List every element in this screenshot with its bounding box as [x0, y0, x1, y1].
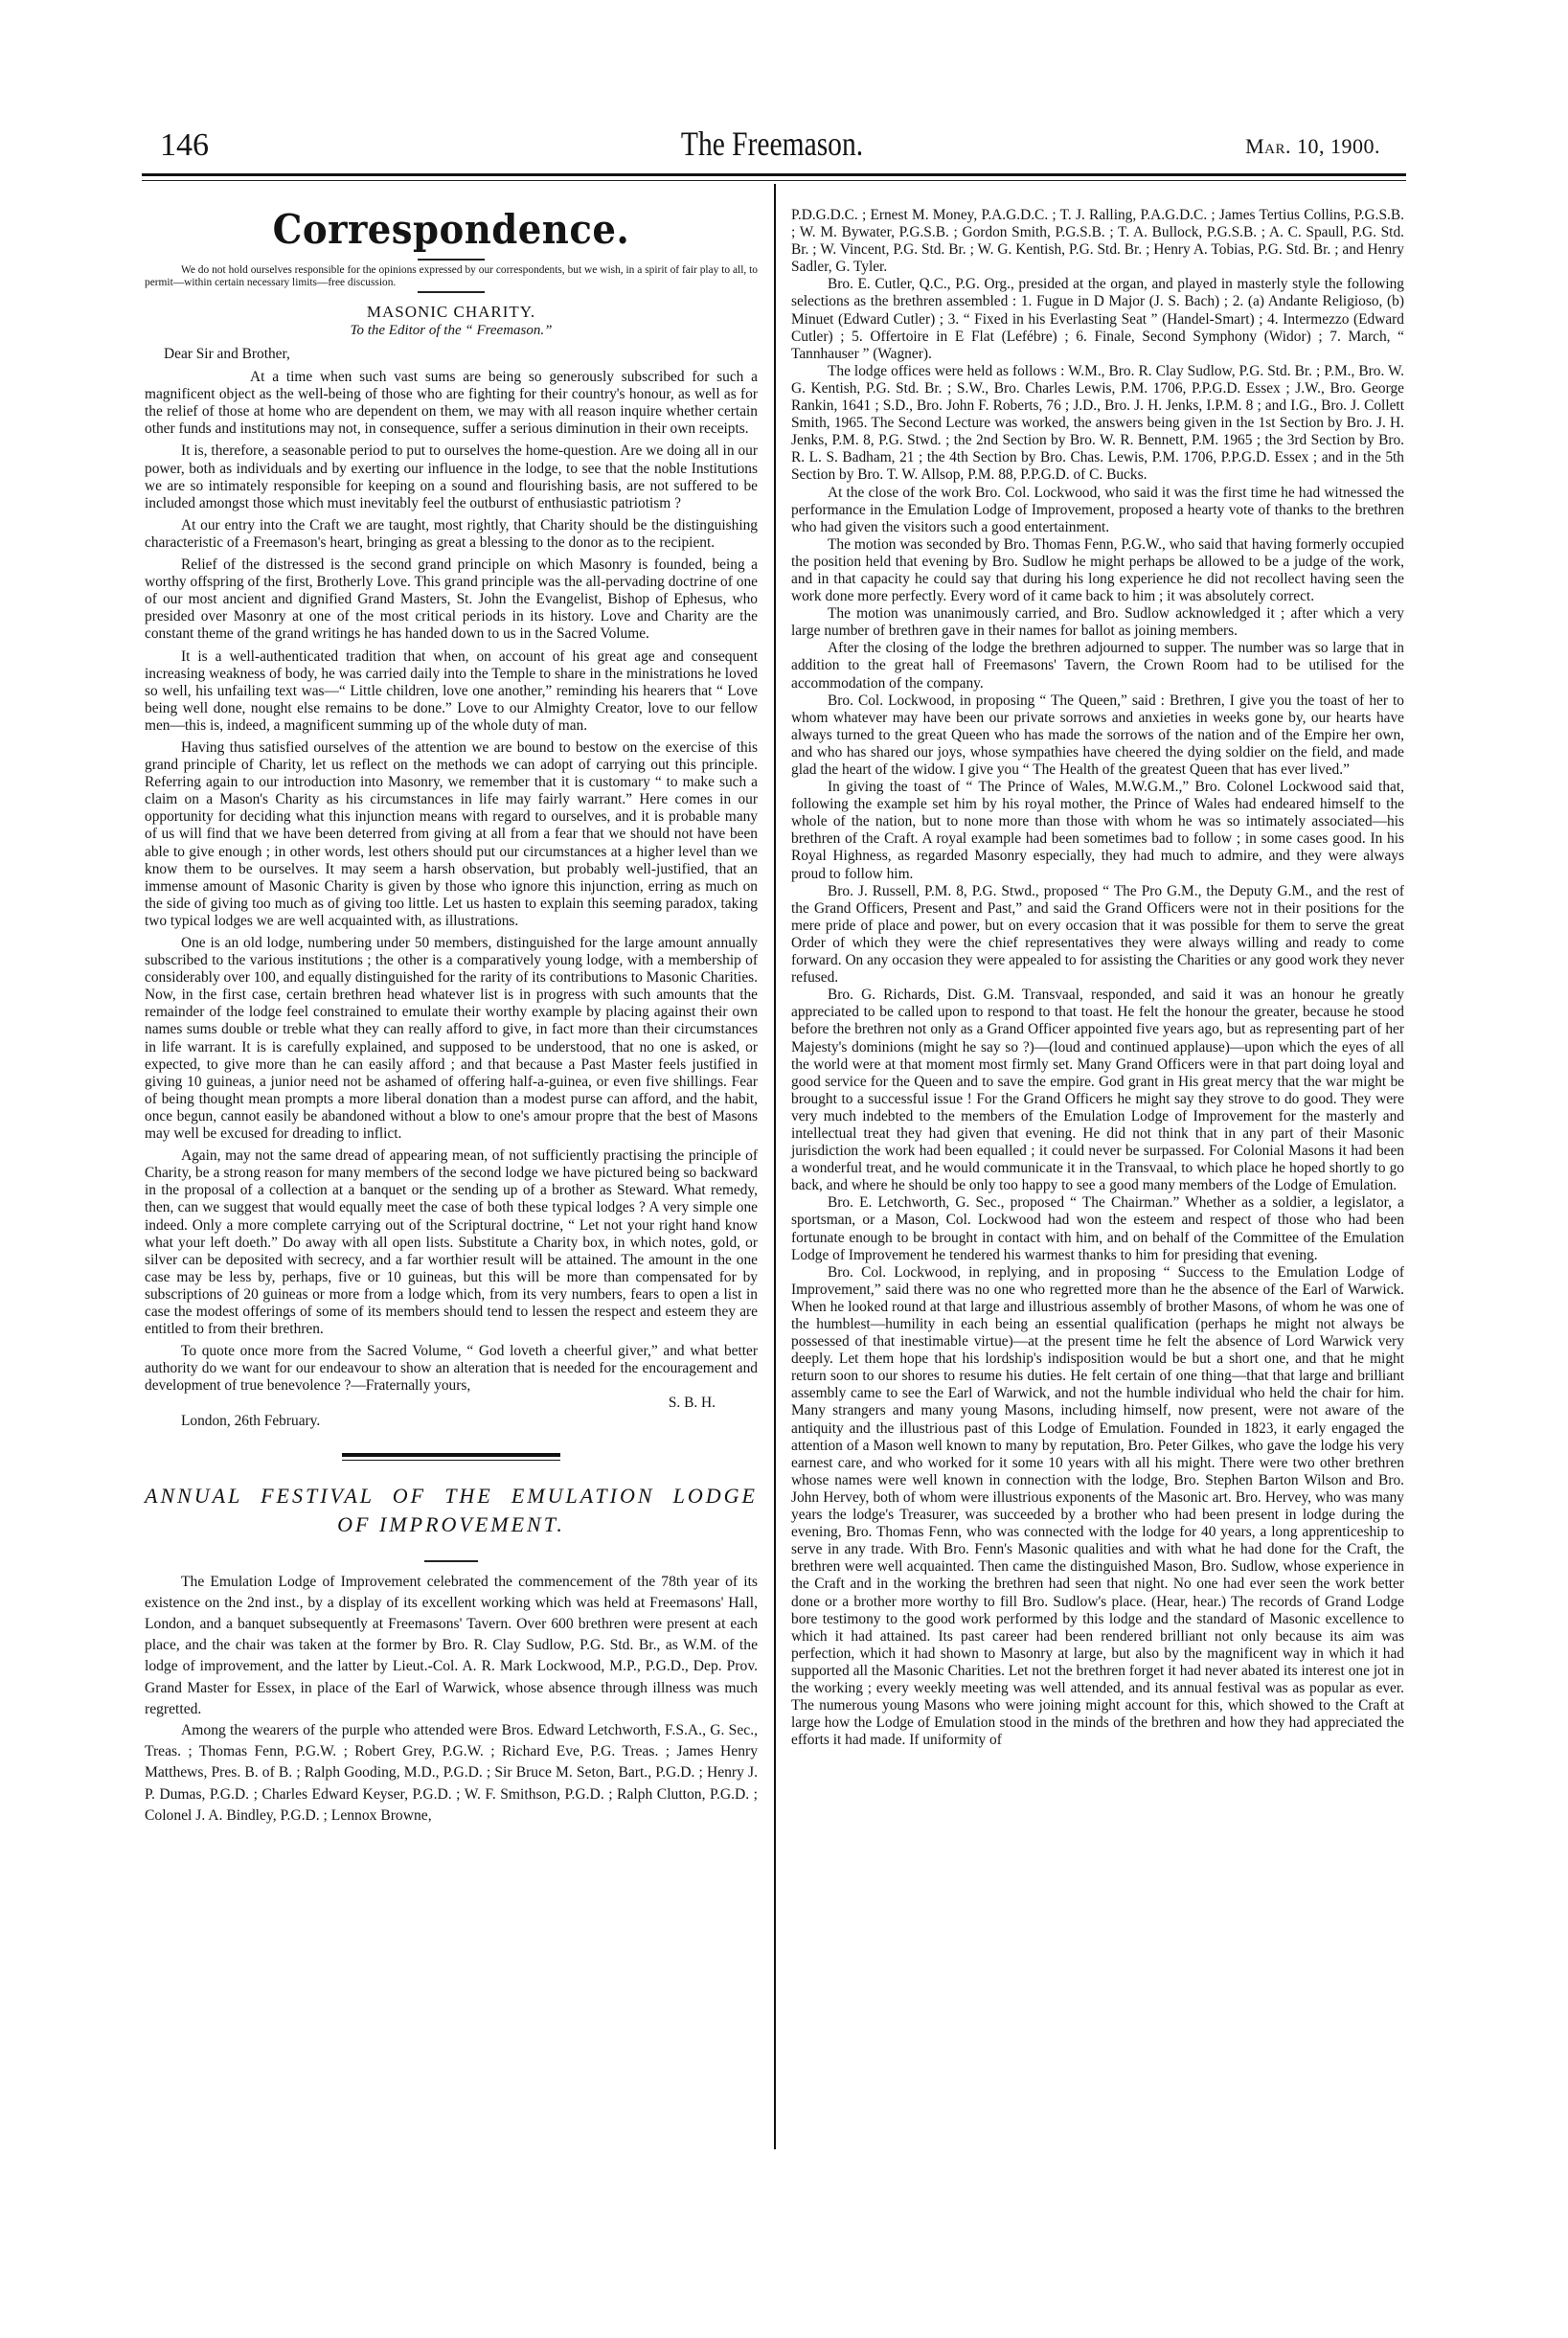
letter-paragraph: Having thus satisfied ourselves of the attention we are bound to bestow on the exercise of this grand principle of Charity, let us reflect on the methods we can adopt of carrying out this principle. Referring again to our introduction into Masonry, we remember that it is customary “ to make such a claim on a Mason's Charity as his circumstances in life may fairly warrant.” Here comes in our opportunity for deciding what this injunction means with regard to ourselves, and it is probable many of us will find that we have been deterred from giving at all from a fear that we should not have been able to give enough ; in other words, lest others should put our circumstances at a higher level than we know them to be ourselves. It may seem a harsh observation, but probably well-justified, that an immense amount of Masonic Charity is given by those who ignore this injunction, erring as much on the side of giving too much as of giving too little. Let us hasten to explain this seeming paradox, taking two typical lodges we are well acquainted with, as illustrations. [145, 738, 758, 929]
paper-title: The Freemason. [680, 125, 864, 163]
festival-paragraph: At the close of the work Bro. Col. Lockwood, who said it was the first time he had witnessed the performance in the Emulation Lodge of Improvement, proposed a hearty vote of thanks to the brethren who had given the visitors such a good entertainment. [791, 484, 1404, 535]
letter-title: MASONIC CHARITY. [366, 303, 536, 321]
festival-paragraph: The lodge offices were held as follows : W.M., Bro. R. Clay Sudlow, P.G. Std. Br. ; P.M., Bro. W. G. Kentish, P.G. Std. Br. ; S.W., Bro. Charles Lewis, P.M. 1706, P.P.G.D. Essex ; J.W., Bro. George Rankin, 1641 ; S.D., Bro. John F. Roberts, 76 ; J.D., Bro. J. H. Jenks, I.P.M. 8 ; and I.G., Bro. J. Collett Smith, 1965. The Second Lecture was worked, the answers being given in the 1st Section by Bro. J. H. Jenks, P.M. 8, P.G. Stwd. ; the 2nd Section by Bro. W. R. Bennett, P.M. 1965 ; the 3rd Section by Bro. R. L. S. Badham, 21 ; the 4th Section by Bro. Chas. Lewis, P.M. 1706, P.P.G.D. Essex ; and in the 5th Section by Bro. T. W. Allsop, P.M. 88, P.P.G.D. of C. Bucks. [791, 362, 1404, 484]
masthead-rule-thin [142, 180, 1406, 181]
festival-paragraph: The Emulation Lodge of Improvement celebrated the commencement of the 78th year of its existence on the 2nd inst., by a display of its excellent working which was held at Freemasons' Hall, London, and a banquet subsequently at Freemasons' Tavern. Over 600 brethren were present at each place, and the chair was taken at the former by Bro. R. Clay Sudlow, P.G. Std. Br., as W.M. of the lodge of improvement, and the latter by Lieut.-Col. A. R. Mark Lockwood, M.P., P.G.D., Dep. Prov. Grand Master for Essex, in place of the Earl of Warwick, whose absence through illness was much regretted. [145, 1573, 758, 1717]
festival-paragraph: Bro. E. Letchworth, G. Sec., proposed “ The Chairman.” Whether as a soldier, a legislator, a sportsman, or a Mason, Col. Lockwood had won the esteem and respect of those who had been fortunate enough to be brought in contact with him, and on behalf of the Committee of the Emulation Lodge of Improvement he tendered his warmest thanks to him for presiding that evening. [791, 1194, 1404, 1263]
letter-salutation: Dear Sir and Brother, [164, 346, 290, 362]
section-rule [418, 291, 485, 293]
letter-paragraph: Again, may not the same dread of appearing mean, of not sufficiently practising the principle of Charity, be a strong reason for many members of the second lodge we have pictured being so backward in the proposal of a collection at a banquet or the sending up of a brother as Steward. What remedy, then, can we suggest that would equally meet the case of both these typical lodges ? A very simple one indeed. Only a more complete carrying out of the Scriptural doctrine, “ Let not your right hand know what your left doeth.” Do away with all open lists. Substitute a Charity box, in which notes, gold, or silver can be deposited with secrecy, and a far worthier result will be attained. The amount in the one case may be less by, perhaps, five or 10 guineas, but this will be more than compensated for by subscriptions of 20 guineas or more from a lodge which, from its very numbers, fears to open a list in case the modest offerings of some of its members should tend to lessen the respect and esteem they are entitled to from their brethren. [145, 1147, 758, 1338]
letter-paragraph: It is, therefore, a seasonable period to put to ourselves the home-question. Are we doing all in our power, both as individuals and by exerting our influence in the lodge, to see that the noble Institutions we are so intimately responsible for keeping on a sound and flourishing basis, are not suffered to be included amongst those which must inevitably feel the outburst of enthusiastic patriotism ? [145, 443, 758, 511]
festival-title-line1: ANNUAL FESTIVAL OF THE EMULATION LODGE [145, 1483, 758, 1508]
festival-paragraph: In giving the toast of “ The Prince of Wales, M.W.G.M.,” Bro. Colonel Lockwood said that, following the example set him by his royal mother, the Prince of Wales had endeared himself to the whole of the nation, but to none more than those with whom he was so intimately associated—his brethren of the Craft. A royal example had been sometimes bad to follow ; in some cases good. In his Royal Highness, as regarded Masonry especially, they had much to admire, and they were always proud to follow him. [791, 779, 1404, 882]
festival-paragraph: Bro. J. Russell, P.M. 8, P.G. Stwd., proposed “ The Pro G.M., the Deputy G.M., and the rest of the Grand Officers, Present and Past,” and said the Grand Officers were not in their positions for the mere pride of place and power, but on every occasion that it was possible for them to serve the great Order of which they were the chief representatives they were always willing and ready to come forward. On any occasion they were appealed to for assisting the Charities or any good work they never refused. [791, 882, 1404, 987]
letter-dateline: London, 26th February. [181, 1412, 321, 1429]
letter-addressee: To the Editor of the “ Freemason.” [350, 323, 553, 338]
letter-paragraph: Relief of the distressed is the second grand principle on which Masonry is founded, being a worthy offspring of the first, Brotherly Love. This grand principle was the all-pervading doctrine of one of our most ancient and dignified Grand Masters, St. John the Evangelist, Bishop of Ephesus, who presided over Masonry at one of the most critical periods in its history. Love and Charity are the constant theme of the grand writings he has handed down to us in the Sacred Volume. [145, 556, 758, 643]
festival-paragraph: Bro. E. Cutler, Q.C., P.G. Org., presided at the organ, and played in masterly style the following selections as the brethren assembled : 1. Fugue in D Major (J. S. Bach) ; 2. (a) Andante Religioso, (b) Minuet (Edward Cutler) ; 3. “ Fixed in his Everlasting Seat ” (Handel-Smart) ; 4. Intermezzo (Edward Cutler) ; 5. Offertoire in E Flat (Lefébre) ; 6. Finale, Second Symphony (Widor) ; 7. March, “ Tannhauser ” (Wagner). [791, 276, 1404, 362]
left-column [145, 205, 758, 1827]
masthead-rule [142, 173, 1406, 176]
letter-paragraph: At our entry into the Craft we are taught, most rightly, that Charity should be the distinguishing characteristic of a Freemason's heart, bringing as great a blessing to the donor as to the recipient. [145, 516, 758, 551]
festival-paragraph: The motion was unanimously carried, and Bro. Sudlow acknowledged it ; after which a very large number of brethren gave in their names for ballot as joining members. [791, 605, 1404, 640]
festival-paragraph: Bro. G. Richards, Dist. G.M. Transvaal, responded, and said it was an honour he greatly appreciated to be called upon to respond to that toast. He felt the honour the greater, because he stood before the brethren not only as a Grand Officer appointed five years ago, but as representing part of her Majesty's dominions (might he say so ?)—(loud and continued applause)—upon which the eyes of all the world were at that moment most firmly set. Many Grand Officers were in that part doing loyal and good service for the Queen and to save the empire. God grant in His great mercy that the war might be brought to a successful issue ! For the Grand Officers he might say they strove to do good. They were very much indebted to the members of the Emulation Lodge of Improvement for the masterly and intellectual treat they had given that evening. He did not think that in any part of their Masonic jurisdiction the work had been equalled ; it could never be surpassed. For Colonial Masons it had been a wonderful treat, and he would communicate it in the Transvaal, to which place he hoped shortly to go back, and where he should be only too happy to see a good many members of the Lodge of Emulation. [791, 987, 1404, 1194]
letter-paragraph: To quote once more from the Sacred Volume, “ God loveth a cheerful giver,” and what better authority do we want for our endeavour to show an alteration that is needed for the encouragement and development of true benevolence ?—Fraternally yours, [145, 1343, 758, 1395]
festival-paragraph: Bro. Col. Lockwood, in replying, and in proposing “ Success to the Emulation Lodge of Improvement,” said there was no one who regretted more than he the absence of the Earl of Warwick. When he looked round at that large and illustrious assembly of brother Masons, of whom he was one of the humblest—humility in each being an essential qualification (perhaps he might not always be possessed of that inestimable virtue)—at the present time he felt the absence of Lord Warwick very deeply. Let them hope that his lordship's indisposition would be but a short one, and that he might return soon to our shores to resume his duties. He felt certain of one thing—that that large and brilliant assembly came to see the Earl of Warwick, and not the humble individual who held the chair for him. Many strangers and many young Masons, including himself, now present, were not aware of the antiquity and the illustrious past of this Lodge of Emulation. Founded in 1823, it early engaged the attention of a Mason well known to many by reputation, Bro. Peter Gilkes, who gave the lodge his very earnest care, and who worked for it some 10 years with all his might. There were two other brethren whose names were well known in connection with the lodge, Bro. Stephen Barton Wilson and Bro. John Hervey, both of whom were illustrious exponents of the Masonic art. Bro. Hervey, who was many years the lodge's Treasurer, was succeeded by a brother who had been present in lodge during the evening, Bro. Thomas Fenn, who was connected with the lodge for 40 years, a long apprenticeship to serve in any trade. With Bro. Fenn's Masonic qualities and with what he had done for the Craft, the brethren were well acquainted. Then came the distinguished Mason, Bro. Sudlow, whose experience in the Craft and in the working the brethren had seen that night. No one had ever seen the work better done or a brother more worthy to fill Bro. Sudlow's place. (Hear, hear.) The records of Grand Lodge bore testimony to the good work performed by this lodge and the standard of Masonic excellence to which it had attained. Its past career had been rendered brilliant not only because its aim was perfection, which it had shown to Masonry at large, but also by the magnificent way in which it had supported all the Masonic Charities. Let not the brethren forget it had never abated its interest one jot in the working ; every weekly meeting was well attended, and its annual festival was as popular as ever. The numerous young Masons who were joining might account for this, which showed to the Craft at large how the Lodge of Emulation stood in the minds of the brethren and how they had appreciated the efforts it had made. If uniformity of [791, 1263, 1404, 1749]
letter-paragraph: At a time when such vast sums are being so generously subscribed for such a magnificent object as the well-being of those who are fighting for their country's honour, as well as for the relief of those at home who are dependent on them, we may with all reason inquire whether certain other funds and institutions may not, in consequence, suffer a serious diminution in their own receipts. [145, 369, 758, 438]
festival-paragraph: Among the wearers of the purple who attended were Bros. Edward Letchworth, F.S.A., G. Sec., Treas. ; Thomas Fenn, P.G.W. ; Robert Grey, P.G.W. ; Richard Eve, P.G. Treas. ; James Henry Matthews, Pres. B. of B. ; Ralph Gooding, M.D., P.G.D. ; Sir Bruce M. Seton, Bart., P.G.D. ; Henry J. P. Dumas, P.G.D. ; Charles Edward Keyser, P.G.D. ; W. F. Smithson, P.G.D. ; Ralph Clutton, P.G.D. ; Colonel J. A. Bindley, P.G.D. ; Lennox Browne, [145, 1722, 758, 1824]
festival-rule [424, 1560, 478, 1562]
issue-date: Mar. 10, 1900. [1245, 134, 1380, 158]
column-divider [774, 184, 776, 2149]
section-title-correspondence: Correspondence. [272, 206, 630, 253]
page-number: 146 [160, 127, 209, 163]
editorial-disclaimer: We do not hold ourselves responsible for the opinions expressed by our correspondents, but we wish, in a spirit of fair play to all, to permit—within certain necessary limits—free discussion. [145, 264, 758, 288]
letter-paragraph: One is an old lodge, numbering under 50 members, distinguished for the large amount annually subscribed to the various institutions ; the other is a comparatively young lodge, with a membership of considerably over 100, and equally distinguished for the rarity of its contributions to Masonic Charities. Now, in the first case, certain brethren head whatever list is in progress with such amounts that the remainder of the lodge feel constrained to emulate their worthy example by placing against their own names sums double or treble what they can really afford to give, in fact more than their circumstances in life warrant. It is is carefully explained, and supposed to be understood, that no one is asked, or expected, to give more than he can easily afford ; and that because a Past Master feels justified in giving 10 guineas, a junior need not be ashamed of offering half-a-guinea, or even five shillings. Fear of being thought mean prompts a more liberal donation than a modest purse can afford, and the habit, once begun, cannot easily be abandoned without a blow to one's amour propre that the best of Masons may well be excused for dreading to inflict. [145, 935, 758, 1143]
festival-body-left [145, 1572, 758, 1827]
right-column [791, 207, 1404, 1749]
letter-paragraph: It is a well-authenticated tradition that when, on account of his great age and consequent increasing weakness of body, he was carried daily into the Temple to share in the ministrations he loved so well, his unfailing text was—“ Little children, love one another,” reminding his hearers that “ Love being well done, nought else remains to be done.” Love to our Almighty Creator, love to our fellow men—this is, indeed, a magnificent summing up of the whole duty of man. [145, 647, 758, 734]
festival-paragraph: The motion was seconded by Bro. Thomas Fenn, P.G.W., who said that having formerly occupied the position held that evening by Bro. Sudlow he might perhaps be allowed to be a judge of the work, and in that capacity he could say that during his long experience he did not recollect having seen the work done more perfectly. Every word of it came back to him ; it was absolutely correct. [791, 535, 1404, 605]
festival-title-line2: OF IMPROVEMENT. [337, 1511, 565, 1536]
letter-signature: S. B. H. [668, 1395, 716, 1412]
festival-paragraph: After the closing of the lodge the brethren adjourned to supper. The number was so large that in addition to the great hall of Freemasons' Tavern, the Crown Room had to be utilised for the accommodation of the company. [791, 640, 1404, 692]
article-separator [342, 1453, 560, 1461]
festival-paragraph: P.D.G.D.C. ; Ernest M. Money, P.A.G.D.C. ; T. J. Ralling, P.A.G.D.C. ; James Tertius Collins, P.G.S.B. ; W. M. Bywater, P.G.S.B. ; Gordon Smith, P.G.S.B. ; T. A. Bullock, P.G.S.B. ; A. C. Spaull, P.G. Std. Br. ; W. Vincent, P.G. Std. Br. ; W. G. Kentish, P.G. Std. Br. ; Henry A. Tobias, P.G. Std. Br. ; and Henry Sadler, G. Tyler. [791, 207, 1404, 276]
section-rule [418, 259, 485, 261]
masthead [139, 126, 1405, 165]
festival-paragraph: Bro. Col. Lockwood, in proposing “ The Queen,” said : Brethren, I give you the toast of her to whom whatever may have been our private sorrows and anxieties in weeks gone by, our hearts have always turned to the great Queen who has made the sorrows of the nation and of the Empire her own, and who has shared our joys, whose sympathies have cheered the dying soldier on the field, and made glad the heart of the widow. I give you “ The Health of the greatest Queen that has ever lived.” [791, 692, 1404, 778]
